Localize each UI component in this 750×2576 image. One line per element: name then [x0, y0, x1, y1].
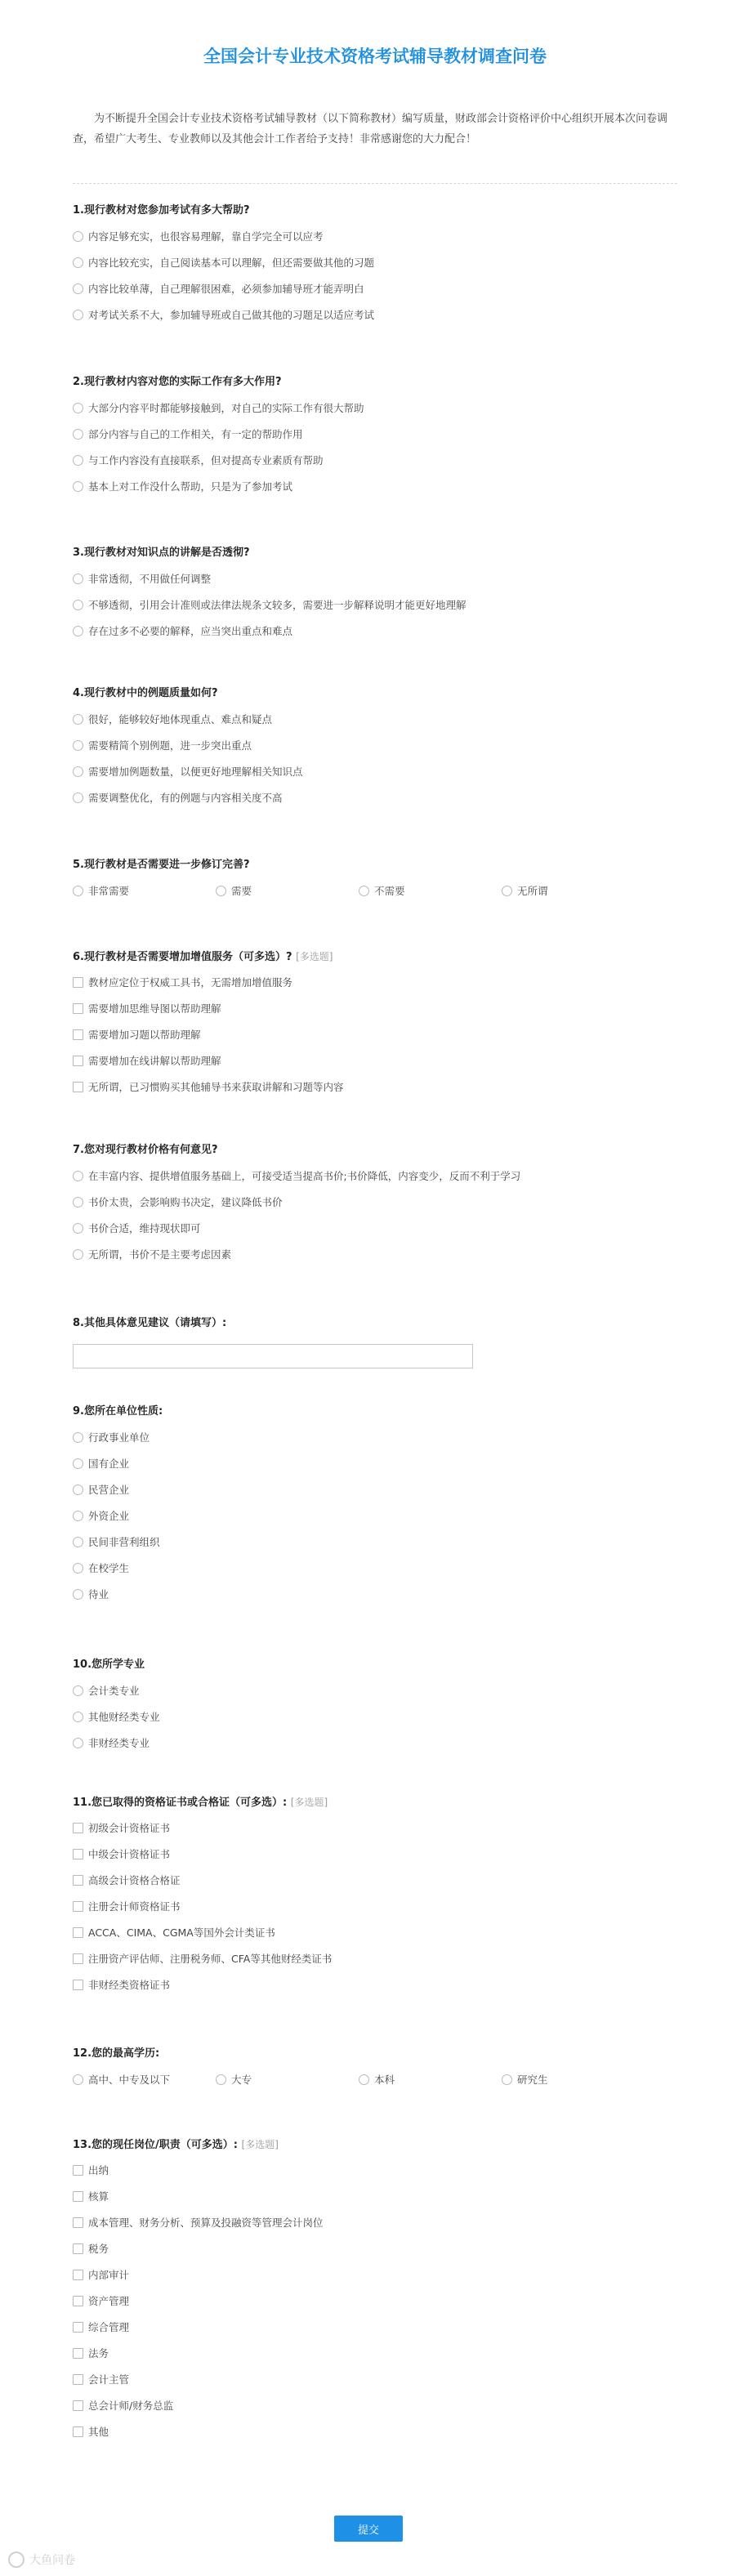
radio-option[interactable]	[73, 592, 677, 618]
radio-option[interactable]	[73, 2066, 216, 2092]
radio-button[interactable]	[73, 1197, 83, 1208]
radio-button[interactable]	[73, 429, 83, 440]
checkbox[interactable]	[73, 1901, 83, 1912]
option-group	[73, 877, 677, 904]
radio-button[interactable]	[73, 1223, 83, 1234]
option-label: 非常透彻，不用做任何调整	[88, 573, 212, 585]
option-label: 行政事业单位	[88, 1431, 150, 1444]
radio-option[interactable]	[73, 1476, 677, 1502]
question-8	[73, 1315, 677, 1368]
radio-option[interactable]	[73, 395, 677, 421]
option-label: 与工作内容没有直接联系，但对提高专业素质有帮助	[88, 454, 324, 467]
radio-option[interactable]	[73, 732, 677, 758]
option-group	[73, 969, 677, 1100]
radio-option[interactable]	[73, 784, 677, 810]
checkbox-option[interactable]	[73, 2209, 677, 2235]
option-group	[73, 1677, 677, 1756]
option-label: 内容比较充实，自己阅读基本可以理解，但还需要做其他的习题	[88, 257, 375, 269]
option-label: 待业	[88, 1588, 109, 1601]
option-group	[73, 223, 677, 328]
option-label: 民间非营利组织	[88, 1536, 160, 1548]
checkbox[interactable]	[73, 1823, 83, 1833]
radio-button[interactable]	[73, 886, 83, 896]
option-label: 其他	[88, 2426, 109, 2438]
intro-text: 为不断提升全国会计专业技术资格考试辅导教材（以下简称教材）编写质量，财政部会计资格评价中心组织开展本次问卷调查，希望广大考生、专业教师以及其他会计工作者给予支持！非常感谢您的大力配合！	[73, 113, 668, 145]
radio-button[interactable]	[73, 574, 83, 584]
radio-button[interactable]	[73, 455, 83, 466]
option-label: 总会计师/财务总监	[88, 2400, 174, 2412]
question-5	[73, 856, 677, 904]
survey-container	[73, 0, 677, 2438]
radio-option[interactable]	[73, 1677, 677, 1703]
question-title-text: 7.您对现行教材价格有何意见?	[73, 1144, 218, 1156]
question-title-text: 4.现行教材中的例题质量如何?	[73, 687, 218, 699]
option-label: 中级会计资格证书	[88, 1848, 171, 1860]
question-3	[73, 544, 677, 644]
option-label: 高中、中专及以下	[88, 2074, 171, 2086]
radio-option[interactable]	[73, 301, 677, 328]
radio-option[interactable]	[73, 421, 677, 447]
radio-button[interactable]	[502, 2074, 512, 2085]
option-label: 研究生	[517, 2074, 548, 2086]
radio-option[interactable]	[73, 223, 677, 249]
option-label: 对考试关系不大，参加辅导班或自己做其他的习题足以适应考试	[88, 309, 375, 321]
checkbox-option[interactable]	[73, 1815, 677, 1841]
option-label: 不需要	[374, 885, 405, 897]
radio-option[interactable]	[73, 1163, 677, 1189]
radio-option[interactable]	[73, 1555, 677, 1581]
question-10	[73, 1656, 677, 1756]
radio-button[interactable]	[73, 2074, 83, 2085]
option-label: 本科	[374, 2074, 395, 2086]
option-label: 注册会计师资格证书	[88, 1900, 181, 1913]
radio-button[interactable]	[73, 283, 83, 294]
checkbox-option[interactable]	[73, 2183, 677, 2209]
question-title-text: 5.现行教材是否需要进一步修订完善?	[73, 859, 250, 871]
checkbox-option[interactable]	[73, 995, 677, 1021]
question-title	[73, 544, 677, 562]
radio-option[interactable]	[73, 1502, 677, 1529]
option-group	[73, 1163, 677, 1267]
question-title	[73, 2045, 677, 2063]
option-group	[73, 565, 677, 644]
question-13	[73, 2136, 677, 2444]
option-label: 内容足够充实，也很容易理解，靠自学完全可以应考	[88, 230, 324, 243]
option-label: 很好，能够较好地体现重点、难点和疑点	[88, 713, 273, 725]
question-1	[73, 202, 677, 328]
checkbox[interactable]	[73, 1056, 83, 1066]
radio-option[interactable]	[73, 565, 677, 592]
question-title	[73, 202, 677, 220]
checkbox[interactable]	[73, 2400, 83, 2411]
option-label: 非财经类资格证书	[88, 1979, 171, 1991]
radio-button[interactable]	[73, 1432, 83, 1443]
question-6	[73, 948, 677, 1100]
question-9	[73, 1403, 677, 1607]
checkbox-option[interactable]	[73, 1945, 677, 1971]
option-group	[73, 2157, 677, 2444]
radio-option[interactable]	[73, 473, 677, 499]
option-label: 在丰富内容、提供增值服务基础上，可接受适当提高书价;书价降低，内容变少，反而不利于学习	[88, 1170, 521, 1182]
radio-button[interactable]	[73, 1484, 83, 1495]
option-label: 需要增加在线讲解以帮助理解	[88, 1055, 221, 1067]
checkbox-option[interactable]	[73, 2314, 677, 2340]
question-title	[73, 948, 677, 966]
checkbox[interactable]	[73, 1875, 83, 1886]
radio-button[interactable]	[73, 792, 83, 803]
checkbox-option[interactable]	[73, 1919, 677, 1945]
radio-button[interactable]	[73, 1537, 83, 1547]
question-7	[73, 1141, 677, 1267]
option-label: 大部分内容平时都能够接触到，对自己的实际工作有很大帮助	[88, 402, 364, 414]
question-title	[73, 1141, 677, 1159]
option-label: 其他财经类专业	[88, 1711, 160, 1723]
radio-option[interactable]	[502, 2066, 645, 2092]
option-label: 民营企业	[88, 1484, 130, 1496]
radio-button[interactable]	[73, 626, 83, 636]
watermark	[8, 2551, 75, 2568]
question-title-text: 9.您所在单位性质:	[73, 1405, 163, 1417]
option-label: 部分内容与自己的工作相关，有一定的帮助作用	[88, 428, 303, 440]
question-12	[73, 2045, 677, 2092]
question-title	[73, 373, 677, 391]
radio-option[interactable]	[73, 1581, 677, 1607]
option-label: 会计类专业	[88, 1685, 140, 1697]
checkbox[interactable]	[73, 2217, 83, 2228]
divider	[73, 183, 677, 184]
radio-button[interactable]	[73, 481, 83, 492]
question-title-text: 6.现行教材是否需要增加增值服务（可多选）?	[73, 951, 292, 963]
option-label: 资产管理	[88, 2295, 130, 2307]
multi-select-tag: [多选题]	[241, 2139, 279, 2150]
checkbox[interactable]	[73, 1029, 83, 1040]
radio-option[interactable]	[73, 1730, 677, 1756]
radio-option[interactable]	[73, 447, 677, 473]
option-label: 需要增加习题以帮助理解	[88, 1029, 201, 1041]
radio-button[interactable]	[502, 886, 512, 896]
option-label: 综合管理	[88, 2321, 130, 2333]
option-label: 成本管理、财务分析、预算及投融资等管理会计岗位	[88, 2217, 324, 2229]
question-title-text: 10.您所学专业	[73, 1659, 145, 1671]
option-label: 在校学生	[88, 1562, 130, 1574]
question-title	[73, 2136, 677, 2154]
question-title-text: 3.现行教材对知识点的讲解是否透彻?	[73, 547, 250, 559]
option-group	[73, 1815, 677, 1998]
option-label: 书价太贵，会影响购书决定，建议降低书价	[88, 1196, 283, 1208]
question-4	[73, 685, 677, 810]
question-title	[73, 1793, 677, 1811]
radio-button[interactable]	[73, 231, 83, 242]
option-label: 教材应定位于权威工具书，无需增加增值服务	[88, 976, 293, 989]
radio-option[interactable]	[73, 1215, 677, 1241]
checkbox[interactable]	[73, 1953, 83, 1964]
option-group	[73, 2066, 677, 2092]
radio-option[interactable]	[73, 1241, 677, 1267]
option-label: 非财经类专业	[88, 1737, 150, 1749]
checkbox-option[interactable]	[73, 2340, 677, 2366]
question-title-text: 8.其他具体意见建议（请填写）:	[73, 1317, 227, 1329]
radio-button[interactable]	[73, 714, 83, 725]
checkbox[interactable]	[73, 2348, 83, 2359]
option-label: 会计主管	[88, 2373, 130, 2386]
option-label: 高级会计资格合格证	[88, 1874, 181, 1886]
radio-option[interactable]	[73, 1450, 677, 1476]
option-label: 内部审计	[88, 2269, 130, 2281]
radio-button[interactable]	[73, 1685, 83, 1696]
radio-button[interactable]	[73, 310, 83, 320]
checkbox[interactable]	[73, 2243, 83, 2254]
question-title-text: 11.您已取得的资格证书或合格证（可多选）:	[73, 1797, 288, 1809]
radio-option[interactable]	[73, 1529, 677, 1555]
radio-button[interactable]	[73, 1458, 83, 1469]
radio-option[interactable]	[73, 1703, 677, 1730]
checkbox-option[interactable]	[73, 2157, 677, 2183]
radio-button[interactable]	[73, 403, 83, 413]
watermark-text: 大鱼问卷	[29, 2554, 75, 2567]
checkbox-option[interactable]	[73, 1867, 677, 1893]
question-title	[73, 685, 677, 703]
radio-option[interactable]	[73, 706, 677, 732]
radio-option[interactable]	[502, 877, 645, 904]
checkbox[interactable]	[73, 1082, 83, 1092]
radio-button[interactable]	[216, 2074, 226, 2085]
option-group	[73, 1424, 677, 1607]
radio-option[interactable]	[73, 1424, 677, 1450]
option-label: 无所谓	[517, 885, 548, 897]
option-label: 注册资产评估师、注册税务师、CFA等其他财经类证书	[88, 1953, 333, 1965]
option-label: 核算	[88, 2190, 109, 2203]
checkbox-option[interactable]	[73, 1074, 677, 1100]
option-label: 需要增加例题数量，以便更好地理解相关知识点	[88, 766, 303, 778]
question-title-text: 1.现行教材对您参加考试有多大帮助?	[73, 204, 250, 217]
option-label: 不够透彻，引用会计准则或法律法规条文较多，需要进一步解释说明才能更好地理解	[88, 599, 467, 611]
radio-button[interactable]	[73, 257, 83, 268]
option-label: 大专	[231, 2074, 252, 2086]
option-label: 内容比较单薄，自己理解很困难，必须参加辅导班才能弄明白	[88, 283, 364, 295]
radio-option[interactable]	[359, 2066, 502, 2092]
multi-select-tag: [多选题]	[296, 951, 333, 962]
radio-option[interactable]	[73, 618, 677, 644]
option-label: 基本上对工作没什么帮助，只是为了参加考试	[88, 480, 293, 493]
question-title-text: 13.您的现任岗位/职责（可多选）:	[73, 2139, 238, 2151]
radio-button[interactable]	[73, 740, 83, 751]
radio-option[interactable]	[73, 758, 677, 784]
radio-option[interactable]	[216, 2066, 359, 2092]
checkbox[interactable]	[73, 2322, 83, 2333]
checkbox-option[interactable]	[73, 1047, 677, 1074]
checkbox-option[interactable]	[73, 1971, 677, 1998]
question-title	[73, 1403, 677, 1421]
feedback-textarea[interactable]	[73, 1344, 473, 1368]
radio-button[interactable]	[73, 1171, 83, 1181]
multi-select-tag: [多选题]	[290, 1797, 328, 1808]
radio-option[interactable]	[73, 275, 677, 301]
option-label: 存在过多不必要的解释，应当突出重点和难点	[88, 625, 293, 637]
option-label: 书价合适，维持现状即可	[88, 1222, 201, 1234]
radio-option[interactable]	[216, 877, 359, 904]
option-label: 初级会计资格证书	[88, 1822, 171, 1834]
radio-option[interactable]	[73, 249, 677, 275]
option-label: ACCA、CIMA、CGMA等国外会计类证书	[88, 1926, 275, 1939]
option-label: 税务	[88, 2243, 109, 2255]
checkbox[interactable]	[73, 1849, 83, 1859]
option-label: 非常需要	[88, 885, 130, 897]
radio-option[interactable]	[73, 1189, 677, 1215]
option-label: 法务	[88, 2347, 109, 2359]
question-title-text: 2.现行教材内容对您的实际工作有多大作用?	[73, 376, 282, 388]
radio-button[interactable]	[73, 1738, 83, 1748]
checkbox-option[interactable]	[73, 2288, 677, 2314]
radio-button[interactable]	[73, 1249, 83, 1260]
checkbox[interactable]	[73, 1927, 83, 1938]
checkbox-option[interactable]	[73, 2418, 677, 2444]
question-title	[73, 856, 677, 874]
checkbox-option[interactable]	[73, 2366, 677, 2392]
checkbox[interactable]	[73, 1980, 83, 1990]
radio-button[interactable]	[73, 600, 83, 610]
option-label: 需要精简个别例题，进一步突出重点	[88, 739, 252, 752]
checkbox[interactable]	[73, 2296, 83, 2306]
checkbox[interactable]	[73, 2270, 83, 2280]
option-label: 无所谓，已习惯购买其他辅导书来获取讲解和习题等内容	[88, 1081, 344, 1093]
option-label: 需要增加思维导图以帮助理解	[88, 1002, 221, 1015]
option-group	[73, 706, 677, 810]
radio-button[interactable]	[216, 886, 226, 896]
checkbox-option[interactable]	[73, 969, 677, 995]
question-11	[73, 1793, 677, 1998]
checkbox-option[interactable]	[73, 1893, 677, 1919]
radio-button[interactable]	[73, 1511, 83, 1521]
checkbox-option[interactable]	[73, 2235, 677, 2261]
checkbox-option[interactable]	[73, 1841, 677, 1867]
checkbox[interactable]	[73, 1003, 83, 1014]
option-label: 需要调整优化，有的例题与内容相关度不高	[88, 792, 283, 804]
submit-button[interactable]: 提交	[334, 2516, 403, 2542]
radio-option[interactable]	[73, 877, 216, 904]
radio-button[interactable]	[73, 1712, 83, 1722]
checkbox-option[interactable]	[73, 1021, 677, 1047]
watermark-logo-icon	[8, 2551, 25, 2568]
checkbox-option[interactable]	[73, 2261, 677, 2288]
checkbox[interactable]	[73, 2191, 83, 2202]
question-title-text: 12.您的最高学历:	[73, 2047, 160, 2060]
radio-option[interactable]	[359, 877, 502, 904]
radio-button[interactable]	[359, 2074, 369, 2085]
option-label: 无所谓，书价不是主要考虑因素	[88, 1248, 232, 1261]
page-title: 全国会计专业技术资格考试辅导教材调查问卷	[203, 47, 547, 66]
question-title	[73, 1656, 677, 1674]
checkbox[interactable]	[73, 2374, 83, 2385]
question-title	[73, 1315, 677, 1333]
option-group	[73, 395, 677, 499]
option-label: 外资企业	[88, 1510, 130, 1522]
radio-button[interactable]	[73, 766, 83, 777]
checkbox[interactable]	[73, 977, 83, 988]
option-label: 出纳	[88, 2164, 109, 2176]
radio-button[interactable]	[73, 1563, 83, 1574]
checkbox[interactable]	[73, 2165, 83, 2176]
option-label: 需要	[231, 885, 252, 897]
checkbox-option[interactable]	[73, 2392, 677, 2418]
option-label: 国有企业	[88, 1458, 130, 1470]
question-2	[73, 373, 677, 499]
checkbox[interactable]	[73, 2426, 83, 2437]
radio-button[interactable]	[359, 886, 369, 896]
radio-button[interactable]	[73, 1589, 83, 1600]
